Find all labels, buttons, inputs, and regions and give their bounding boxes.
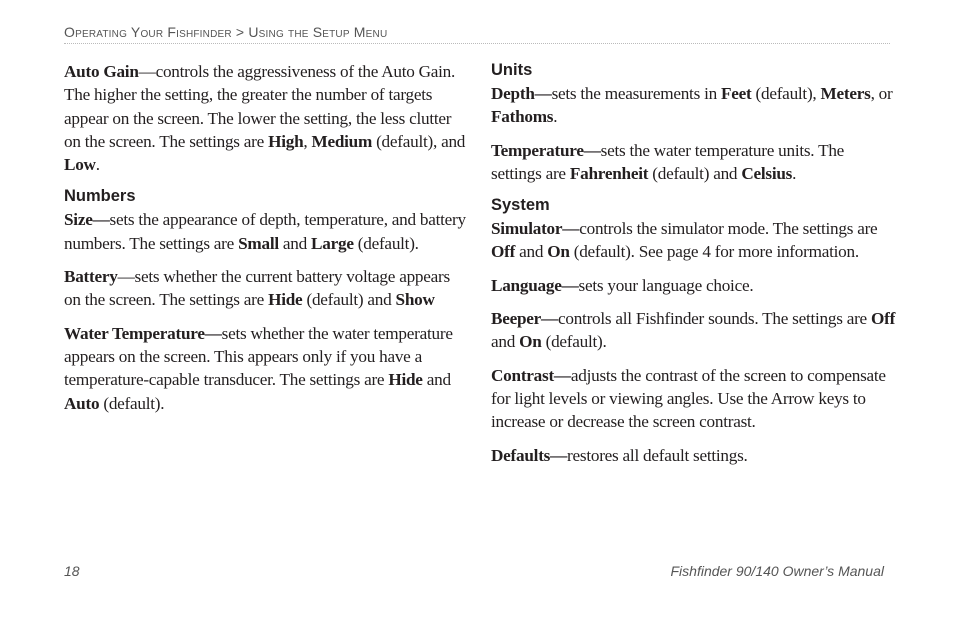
- system-heading: System: [491, 196, 550, 215]
- defaults-paragraph: Defaults—restores all default settings.: [491, 445, 748, 465]
- simulator-term: Simulator—: [491, 219, 580, 239]
- water-temperature-term: Water Temperature—: [64, 323, 222, 343]
- units-heading: Units: [491, 61, 533, 79]
- running-header: [64, 24, 890, 40]
- language-paragraph: Language—sets your language choice.: [491, 275, 754, 295]
- simulator-paragraph: Simulator—controls the simulator mode. The settings are Off and On (default). See page 4 for more information.: [491, 219, 878, 262]
- contrast-term: Contrast—: [491, 365, 571, 385]
- size-term: Size—: [64, 210, 110, 230]
- auto-gain-term: Auto Gain: [64, 62, 139, 81]
- contrast-paragraph: Contrast—adjusts the contrast of the screen to compensate for light levels or viewing angles. Use the Arrow keys to increase or decrease the screen contrast.: [491, 365, 886, 432]
- depth-paragraph: Depth—sets the measurements in Feet (default), Meters, or Fathoms.: [491, 84, 893, 127]
- numbers-heading: Numbers: [64, 187, 136, 206]
- temperature-term: Temperature—: [491, 140, 601, 160]
- breadcrumb-separator: >: [231, 24, 249, 40]
- size-paragraph: Size—sets the appearance of depth, temperature, and battery numbers. The settings are Small and Large (default).: [64, 210, 466, 253]
- manual-title: Fishfinder 90/140 Owner’s Manual: [670, 563, 884, 579]
- temperature-paragraph: Temperature—sets the water temperature units. The settings are Fahrenheit (default) and Celsius.: [491, 140, 845, 183]
- page-number: 18: [64, 563, 80, 579]
- defaults-term: Defaults—: [491, 445, 568, 465]
- beeper-paragraph: Beeper—controls all Fishfinder sounds. The settings are Off and On (default).: [491, 309, 896, 352]
- water-temperature-paragraph: Water Temperature—sets whether the water temperature appears on the screen. This appears only if you have a temperature-capable transducer. The settings are Hide and Auto (default).: [64, 323, 453, 413]
- auto-gain-paragraph: Auto Gain—controls the aggressiveness of the Auto Gain. The higher the setting, the greater the number of targets appear on the screen. The lower the setting, the less clutter on the screen. The settings are High, Medium (default), and Low.: [64, 62, 466, 175]
- breadcrumb-section: Operating Your Fishfinder: [64, 24, 232, 40]
- language-term: Language—: [491, 275, 579, 295]
- beeper-term: Beeper—: [491, 309, 558, 329]
- left-column: [64, 60, 469, 425]
- right-column: [491, 60, 896, 477]
- breadcrumb-subsection: Using the Setup Menu: [248, 24, 388, 40]
- battery-term: Battery: [64, 267, 118, 287]
- header-divider: [64, 43, 890, 44]
- depth-term: Depth—: [491, 84, 552, 103]
- battery-paragraph: Battery—sets whether the current battery voltage appears on the screen. The settings are Hide (default) and Show: [64, 267, 450, 310]
